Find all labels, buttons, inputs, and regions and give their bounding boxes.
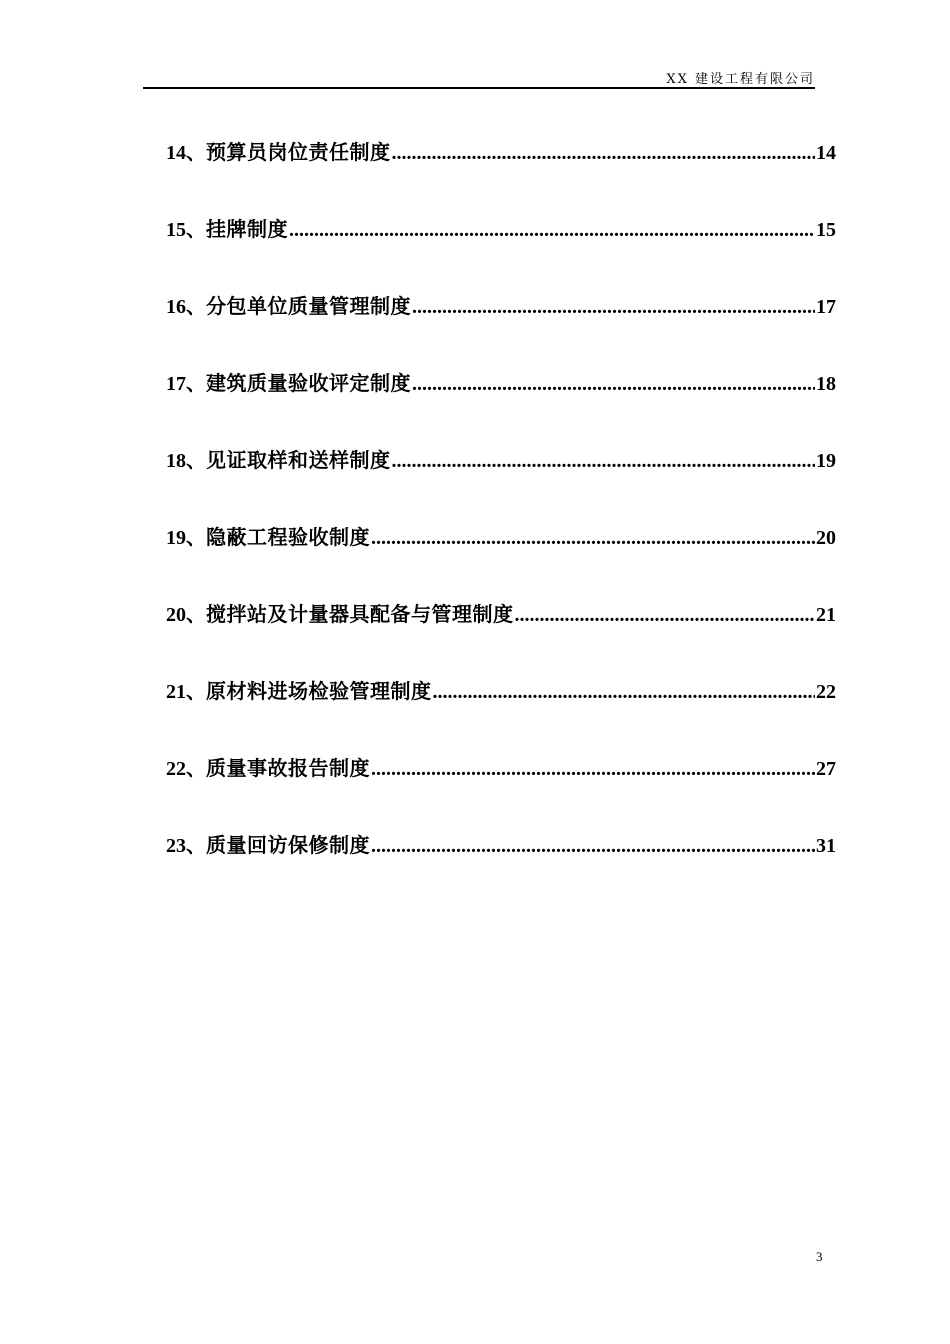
toc-entry-number: 21、 [166, 681, 206, 703]
toc-entry[interactable] [166, 213, 836, 290]
toc-entry-number: 16、 [166, 296, 206, 318]
toc-entry-page: 18 [816, 373, 836, 395]
toc-entry-title: 见证取样和送样制度 [206, 448, 391, 472]
toc-dot-leader [392, 450, 816, 473]
toc-dot-leader [289, 219, 815, 242]
toc-dot-leader [412, 373, 815, 396]
toc-entry-title: 建筑质量验收评定制度 [206, 371, 411, 395]
toc-entry-number: 20、 [166, 604, 206, 626]
toc-entry[interactable] [166, 367, 836, 444]
toc-entry[interactable] [166, 290, 836, 367]
toc-entry[interactable] [166, 136, 836, 213]
toc-dot-leader [412, 296, 815, 319]
toc-entry[interactable] [166, 829, 836, 906]
toc-entry-number: 22、 [166, 758, 206, 780]
toc-entry-title: 分包单位质量管理制度 [206, 294, 411, 318]
toc-entry-page: 15 [816, 219, 836, 241]
toc-dot-leader [515, 604, 816, 627]
toc-entry[interactable] [166, 675, 836, 752]
table-of-contents [166, 136, 836, 906]
toc-entry-page: 17 [816, 296, 836, 318]
toc-entry[interactable] [166, 752, 836, 829]
toc-entry-title: 质量回访保修制度 [206, 833, 370, 857]
page-number: 3 [816, 1249, 823, 1264]
toc-entry[interactable] [166, 598, 836, 675]
header-company-name: XX 建设工程有限公司 [666, 72, 815, 87]
toc-entry-page: 31 [816, 835, 836, 857]
toc-entry-title: 搅拌站及计量器具配备与管理制度 [206, 602, 514, 626]
toc-dot-leader [371, 758, 815, 781]
toc-entry-title: 原材料进场检验管理制度 [206, 679, 432, 703]
toc-entry-number: 18、 [166, 450, 206, 472]
toc-entry-number: 15、 [166, 219, 206, 241]
toc-entry[interactable] [166, 444, 836, 521]
toc-entry-page: 27 [816, 758, 836, 780]
toc-entry-number: 23、 [166, 835, 206, 857]
toc-entry-title: 挂牌制度 [206, 217, 288, 241]
toc-entry-page: 20 [816, 527, 836, 549]
toc-dot-leader [371, 527, 815, 550]
toc-entry-number: 14、 [166, 142, 206, 164]
toc-dot-leader [371, 835, 815, 858]
toc-entry-page: 19 [816, 450, 836, 472]
header-divider [143, 87, 815, 89]
toc-entry-title: 质量事故报告制度 [206, 756, 370, 780]
toc-entry-title: 隐蔽工程验收制度 [206, 525, 370, 549]
toc-entry-number: 17、 [166, 373, 206, 395]
toc-dot-leader [433, 681, 816, 704]
toc-entry-page: 22 [816, 681, 836, 703]
toc-entry[interactable] [166, 521, 836, 598]
toc-entry-page: 21 [816, 604, 836, 626]
toc-dot-leader [392, 142, 816, 165]
toc-entry-page: 14 [816, 142, 836, 164]
toc-entry-number: 19、 [166, 527, 206, 549]
toc-entry-title: 预算员岗位责任制度 [206, 140, 391, 164]
